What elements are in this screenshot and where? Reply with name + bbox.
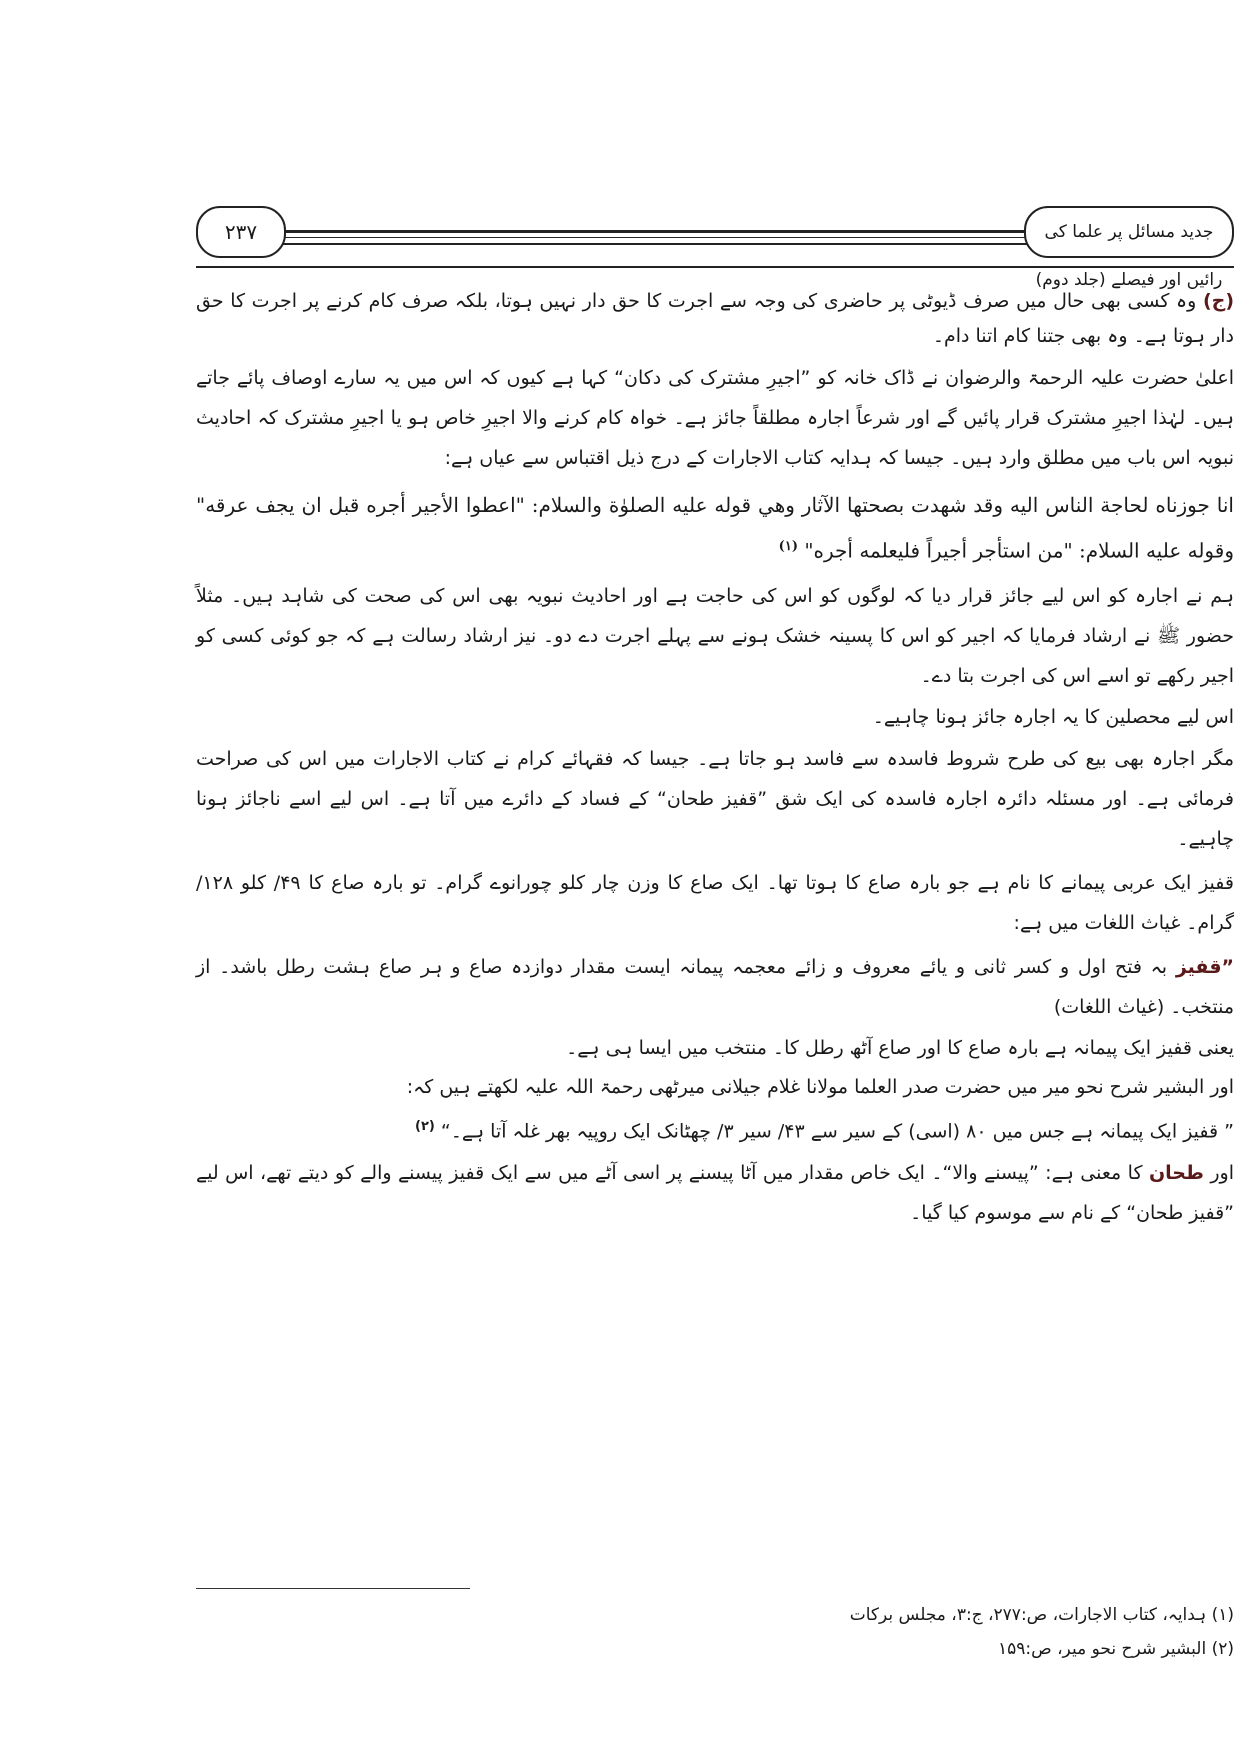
- paragraph-text: اعلیٰ حضرت علیہ الرحمۃ والرضوان نے ڈاک خانہ کو ”اجیرِ مشترک کی دکان“ کہا ہے کیوں کہ اس میں یہ سارے اوصاف پائے جاتے ہیں۔ لہٰذا اجیرِ مشترک قرار پائیں گے اور شرعاً اجارہ مطلقاً جائز ہے۔ خواہ کام کرنے والا اجیرِ خاص ہو یا اجیرِ مشترک کہ احادیث نبویہ اس باب میں مطلق وارد ہیں۔ جیسا کہ ہدایہ کتاب الاجارات کے درج ذیل اقتباس سے عیاں ہے:: [196, 367, 1234, 469]
- paragraph-text: کا معنی ہے: ”پیسنے والا“۔ ایک خاص مقدار میں آٹا پیسنے پر اسی آٹے میں سے ایک قفیز پیسنے والے کو دیتے تھے، اس لیے ”قفیز طحان“ کے نام سے موسوم کیا گیا۔: [196, 1161, 1234, 1224]
- header-divider: [196, 266, 1234, 268]
- paragraph-text: اس لیے محصلین کا یہ اجارہ جائز ہونا چاہیے۔: [872, 705, 1234, 728]
- header-rule: [276, 237, 1036, 238]
- header-rule: [276, 243, 1036, 245]
- footnote-rule: [196, 1588, 470, 1589]
- paragraph: [196, 947, 1234, 1027]
- paragraph-text: بہ فتح اول و کسر ثانی و یائے معروف و زائے معجمہ پیمانہ ایست مقدار دوازدہ صاع و ہر صاع ہشت رطل باشد۔ از منتخب۔ (غیاث اللغات): [196, 955, 1234, 1018]
- footnote: (۱) ہدایہ، کتاب الاجارات، ص:۲۷۷، ج:۳، مجلس برکات: [849, 1605, 1234, 1625]
- footnote-marker: (۲): [414, 1118, 435, 1134]
- book-title: جدید مسائل پر علما کی رائیں اور فیصلے (جلد دوم): [1024, 206, 1234, 258]
- paragraph: [196, 739, 1234, 859]
- paragraph-text: ” قفیز ایک پیمانہ ہے جس میں ۸۰ (اسی) کے سیر سے ۴۳/ سیر ۳/ چھٹانک ایک روپیہ بھر غلہ آتا ہے۔“: [440, 1119, 1234, 1142]
- paragraph: [196, 1070, 1234, 1105]
- footnote-marker: (۱): [778, 539, 798, 554]
- term-lead: طحان: [1148, 1161, 1204, 1184]
- paragraph: [196, 576, 1234, 696]
- paragraph-text: مگر اجارہ بھی بیع کی طرح شروط فاسدہ سے فاسد ہو جاتا ہے۔ جیسا کہ فقہائے کرام نے کتاب الاجارات میں اس کی صراحت فرمائی ہے۔ اور مسئلہ دائرہ اجارہ فاسدہ کی ایک شق ”قفیز طحان“ کے فساد کے دائرے میں آتا ہے۔ اس لیے اسے ناجائز ہونا چاہیے۔: [196, 747, 1234, 850]
- header-rule: [276, 230, 1036, 233]
- paragraph-text: ہم نے اجارہ کو اس لیے جائز قرار دیا کہ لوگوں کو اس کی حاجت ہے اور احادیث نبویہ بھی اس کی صحت کی شاہد ہیں۔ مثلاً حضور ﷺ نے ارشاد فرمایا کہ اجیر کو اس کا پسینہ خشک ہونے سے پہلے اجرت دے دو۔ نیز ارشاد رسالت ہے کہ جو کوئی کسی کو اجیر رکھے تو اسے اس کی اجرت بتا دے۔: [196, 584, 1234, 687]
- paragraph: [196, 1031, 1234, 1066]
- paragraph: [196, 1109, 1234, 1149]
- running-header: [196, 200, 1234, 290]
- page-number: ۲۳۷: [196, 206, 286, 258]
- term-lead: ”قفیز: [1175, 955, 1234, 978]
- arabic-quote-text: انا جوزناه لحاجة الناس اليه وقد شهدت بصحتها الآثار وهي قوله عليه الصلوٰة والسلام: "اعطوا الأجير أجره قبل ان يجف عرقه" وقوله عليه السلام: "من استأجر أجيراً فليعلمه أجره": [196, 493, 1234, 563]
- footnotes: [196, 1598, 1234, 1666]
- paragraph-text: اور البشیر شرح نحو میر میں حضرت صدر العلما مولانا غلام جیلانی میرٹھی رحمۃ اللہ علیہ لکھتے ہیں کہ:: [406, 1075, 1234, 1098]
- arabic-quote: [196, 484, 1234, 572]
- paragraph-text: وہ کسی بھی حال میں صرف ڈیوٹی پر حاضری کی وجہ سے اجرت کا حق دار نہیں ہوتا، بلکہ صرف کام کرنے پر اجرت کا حق دار ہوتا ہے۔ وہ بھی جتنا کام اتنا دام۔: [196, 290, 1234, 347]
- page-body: [196, 284, 1234, 1233]
- paragraph: [196, 700, 1234, 735]
- paragraph: [196, 863, 1234, 943]
- clause-marker: (ج): [1202, 290, 1234, 312]
- footnote: (۲) البشیر شرح نحو میر، ص:۱۵۹: [997, 1639, 1234, 1659]
- paragraph-text: یعنی قفیز ایک پیمانہ ہے بارہ صاع کا اور صاع آٹھ رطل کا۔ منتخب میں ایسا ہی ہے۔: [566, 1036, 1234, 1059]
- paragraph: [196, 358, 1234, 478]
- paragraph: [196, 1153, 1234, 1233]
- paragraph-text: اور: [1210, 1161, 1234, 1184]
- paragraph: [196, 284, 1234, 354]
- paragraph-text: قفیز ایک عربی پیمانے کا نام ہے جو بارہ صاع کا ہوتا تھا۔ ایک صاع کا وزن چار کلو چورانوے گرام۔ تو بارہ صاع کا ۴۹/ کلو ۱۲۸/ گرام۔ غیاث اللغات میں ہے:: [196, 871, 1234, 934]
